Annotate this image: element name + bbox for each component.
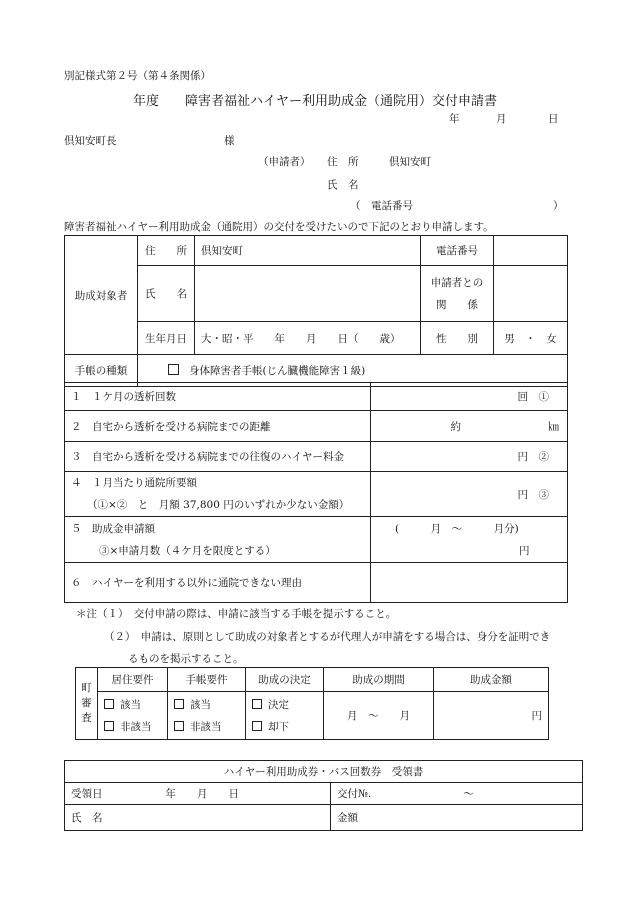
row-4-value: 円 ③ [371,472,568,517]
receipt-amount: 金額 [331,805,583,831]
note-2-continued: るものを掲示すること。 [128,653,244,665]
decision-header: 助成の決定 [246,668,324,692]
review-side-label [76,668,98,740]
note-2: （２） 申請は、原則として助成の対象者とするが代理人が申請をする場合は、身分を証明でき [104,631,551,643]
handbook-options [168,692,246,740]
handbook-label: 手帳の種類 [65,355,138,387]
date-year-label: 年 [449,113,460,125]
row-4-line2: （①×② と 月額 37,800 円のいずれか少ない金額） [87,499,350,511]
subject-table [64,235,568,387]
applicant-address-label: 住 所 [327,156,359,168]
row-5-yen: 円 [519,544,530,557]
phone-label: （ 電話番号 [350,200,413,212]
date-day-label: 日 [548,113,559,125]
name-label: 氏 名 [138,266,195,322]
checkbox-icon[interactable] [174,721,184,731]
form-reference: 別記様式第２号（第４条関係） [64,70,211,82]
phone-number-cell[interactable] [494,236,568,266]
note-1: ＊注（１） 交付申請の際は、申請に該当する手帳を提示すること。 [76,608,397,620]
addressee-honorific: 様 [224,135,235,147]
handbook-not-applicable: 非該当 [190,720,222,733]
row-5-label [65,517,371,563]
birthdate-label: 生年月日 [138,322,195,355]
applicant-label: （申請者） [258,156,311,168]
address-label: 住 所 [138,236,195,266]
row-5-period: ( 月 ～ 月分) [395,522,519,535]
amount-header: 助成金額 [434,668,549,692]
checkbox-icon[interactable] [252,721,262,731]
row-6-label: ６ ハイヤーを利用する以外に通院できない理由 [65,563,371,603]
decision-rejected: 却下 [268,720,289,733]
relation-label [421,266,494,322]
row-3-label: ３ 自宅から透析を受ける病院までの往復のハイヤー料金 [65,442,371,472]
relation-label-line1: 申請者との [430,276,484,289]
checkbox-icon[interactable] [104,721,114,731]
relation-label-line2: 関 係 [436,298,478,311]
row-2-unit: ㎞ [548,420,559,433]
checkbox-icon[interactable] [174,699,184,709]
checkbox-icon[interactable] [104,699,114,709]
decision-decided: 決定 [268,698,289,711]
handbook-req-header: 手帳要件 [168,668,246,692]
decision-options [246,692,324,740]
application-statement: 障害者福祉ハイヤー利用助成金（通院用）の交付を受けたいので下記のとおり申請します。 [64,221,494,233]
row-3-value: 円 ② [371,442,568,472]
checkbox-icon[interactable] [168,364,179,375]
handbook-type-text: 身体障害者手帳(じん臓機能障害１級) [189,365,366,377]
residence-not-applicable: 非該当 [120,720,152,733]
residence-header: 居住要件 [98,668,168,692]
receipt-table [64,760,583,831]
subject-label: 助成対象者 [65,236,138,355]
row-2-label: ２ 自宅から透析を受ける病院までの距離 [65,411,371,442]
row-5-value [371,517,568,563]
receipt-number-tilde: ～ [463,788,474,800]
row-1-label: １ １ケ月の透析回数 [65,383,371,411]
phone-number-label: 電話番号 [421,236,494,266]
handbook-applicable: 該当 [190,698,211,711]
calculation-table [64,382,568,603]
applicant-name-label: 氏 名 [327,179,359,191]
row-4-label [65,472,371,517]
row-2-value [371,411,568,442]
receipt-number [331,783,583,805]
checkbox-icon[interactable] [252,699,262,709]
addressee: 倶知安町長 [64,135,117,147]
row-1-value: 回 ① [371,383,568,411]
review-table [75,667,549,740]
phone-close-paren: ） [553,200,564,212]
residence-applicable: 該当 [120,698,141,711]
row-5-line2: ③×申請月数（４ケ月を限度とする） [99,544,276,557]
row-2-approx: 約 [450,420,461,433]
sex-label: 性 別 [421,322,494,355]
document-title: 年度 障害者福祉ハイヤー利用助成金（通院用）交付申請書 [133,94,498,109]
row-5-line1: ５ 助成金申請額 [71,522,155,535]
period-header: 助成の期間 [324,668,434,692]
receipt-name: 氏 名 [65,805,331,831]
receipt-title: ハイヤー利用助成券・バス回数券 受領書 [65,761,583,783]
date-month-label: 月 [496,113,507,125]
relation-cell[interactable] [494,266,568,322]
amount-value: 円 [434,692,549,740]
row-4-line1: ４ １月当たり通院所要額 [71,477,197,489]
row-6-value[interactable] [371,563,568,603]
receipt-number-label: 交付№. [337,788,372,800]
applicant-address-value: 倶知安町 [389,156,431,168]
receipt-date: 受領日 年 月 日 [65,783,331,805]
review-side-text: 町審査 [81,682,92,724]
address-value: 倶知安町 [195,236,421,266]
birthdate-value: 大・昭・平 年 月 日（ 歳） [195,322,421,355]
residence-options [98,692,168,740]
name-cell[interactable] [195,266,421,322]
period-value: 月 ～ 月 [324,692,434,740]
sex-value: 男 ・ 女 [494,322,568,355]
